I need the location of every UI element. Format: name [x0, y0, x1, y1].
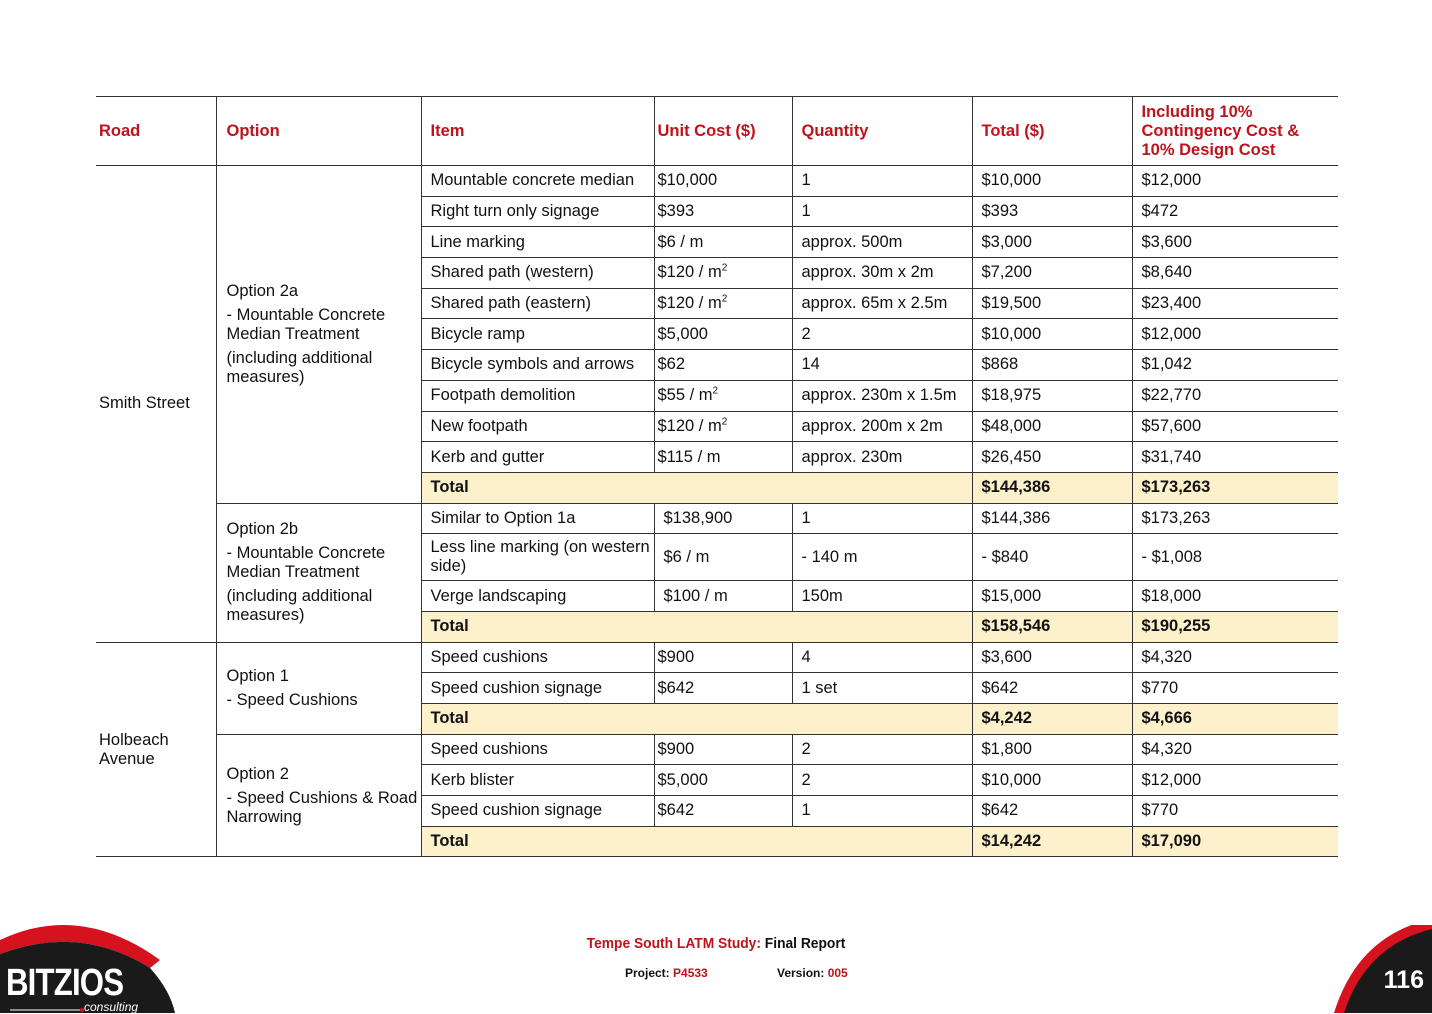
table-row: [96, 503, 1338, 534]
cost-table: [96, 96, 1338, 857]
total-cell: $15,000: [972, 581, 1132, 612]
item-cell: Less line marking (on western side): [421, 534, 654, 581]
including-cell: $22,770: [1132, 380, 1338, 411]
quantity-cell: 1: [792, 166, 972, 197]
total-cell: $642: [972, 673, 1132, 704]
total-label: Total: [421, 704, 972, 735]
quantity-cell: approx. 30m x 2m: [792, 258, 972, 289]
header-quantity: Quantity: [792, 97, 972, 166]
including-cell: $3,600: [1132, 227, 1338, 258]
unit-superscript: 2: [721, 293, 728, 305]
unit-cost-cell: $642: [654, 796, 792, 827]
item-cell: Speed cushions: [421, 734, 654, 765]
option-2b-note: (including additional measures): [226, 587, 373, 625]
including-cell: $1,042: [1132, 350, 1338, 381]
total-cell: $10,000: [972, 319, 1132, 350]
quantity-cell: 1: [792, 796, 972, 827]
footer-title: [57, 935, 1374, 952]
table-row: [96, 642, 1338, 673]
including-cell: $8,640: [1132, 258, 1338, 289]
unit-superscript: 2: [712, 385, 719, 397]
total-label: Total: [421, 611, 972, 642]
including-cell: $472: [1132, 196, 1338, 227]
including-cell: $12,000: [1132, 319, 1338, 350]
road-smith-street: Smith Street: [96, 166, 216, 643]
quantity-cell: 1: [792, 196, 972, 227]
quantity-cell: 2: [792, 319, 972, 350]
road-holbeach-avenue: Holbeach Avenue: [96, 642, 216, 857]
quantity-cell: approx. 230m x 1.5m: [792, 380, 972, 411]
including-cell: $770: [1132, 673, 1338, 704]
option-2-desc: - Speed Cushions & Road Narrowing: [226, 788, 418, 826]
quantity-cell: approx. 500m: [792, 227, 972, 258]
project-value: P4533: [673, 966, 708, 980]
total-cell: $48,000: [972, 411, 1132, 442]
item-cell: Speed cushion signage: [421, 673, 654, 704]
quantity-cell: approx. 230m: [792, 442, 972, 473]
total-cell: $3,000: [972, 227, 1132, 258]
header-item: Item: [421, 97, 654, 166]
option-2a-cell: [216, 166, 421, 504]
unit-cost-cell: $900: [654, 642, 792, 673]
logo-subtext: consulting: [84, 1000, 139, 1014]
including-cell: $12,000: [1132, 166, 1338, 197]
table-row: [96, 166, 1338, 197]
unit-cost-cell: $138,900: [654, 503, 792, 534]
total-cell: $14,242: [972, 826, 1132, 857]
option-2-title: Option 2: [226, 764, 289, 783]
total-label: Total: [421, 826, 972, 857]
unit-superscript: 2: [721, 416, 728, 428]
quantity-cell: approx. 65m x 2.5m: [792, 288, 972, 319]
including-cell: $12,000: [1132, 765, 1338, 796]
including-cell: $23,400: [1132, 288, 1338, 319]
total-cell: $18,975: [972, 380, 1132, 411]
quantity-cell: 1 set: [792, 673, 972, 704]
quantity-cell: 150m: [792, 581, 972, 612]
header-row: [96, 97, 1338, 166]
including-cell: $173,263: [1132, 503, 1338, 534]
unit-cost-cell: [654, 288, 792, 319]
item-cell: Speed cushions: [421, 642, 654, 673]
including-cell: $4,666: [1132, 704, 1338, 735]
item-cell: Line marking: [421, 227, 654, 258]
total-cell: $158,546: [972, 611, 1132, 642]
header-total: Total ($): [972, 97, 1132, 166]
footer-colon: :: [756, 935, 761, 952]
item-cell: Bicycle symbols and arrows: [421, 350, 654, 381]
total-cell: $393: [972, 196, 1132, 227]
item-cell: Verge landscaping: [421, 581, 654, 612]
item-cell: Shared path (western): [421, 258, 654, 289]
total-cell: $4,242: [972, 704, 1132, 735]
total-cell: $1,800: [972, 734, 1132, 765]
including-cell: $173,263: [1132, 472, 1338, 503]
quantity-cell: 2: [792, 765, 972, 796]
item-cell: Similar to Option 1a: [421, 503, 654, 534]
total-cell: $3,600: [972, 642, 1132, 673]
table-row: [96, 734, 1338, 765]
unit-cost-text: $55 / m: [657, 386, 713, 405]
total-cell: $19,500: [972, 288, 1132, 319]
option-2b-desc: - Mountable Concrete Median Treatment: [226, 544, 386, 582]
quantity-cell: approx. 200m x 2m: [792, 411, 972, 442]
unit-cost-text: $120 / m: [657, 263, 722, 282]
quantity-cell: 2: [792, 734, 972, 765]
unit-superscript: 2: [721, 262, 728, 274]
including-cell: $4,320: [1132, 642, 1338, 673]
item-cell: Shared path (eastern): [421, 288, 654, 319]
item-cell: Kerb and gutter: [421, 442, 654, 473]
footer-version: [777, 966, 848, 980]
header-including: Including 10% Contingency Cost & 10% Design Cost: [1132, 97, 1338, 166]
including-cell: - $1,008: [1132, 534, 1338, 581]
logo-text: BITZIOS: [6, 962, 124, 1004]
option-2b-cell: [216, 503, 421, 642]
footer-study: Tempe South LATM Study: [586, 935, 757, 952]
unit-cost-cell: $115 / m: [654, 442, 792, 473]
unit-cost-cell: [654, 411, 792, 442]
total-cell: $10,000: [972, 166, 1132, 197]
item-cell: Bicycle ramp: [421, 319, 654, 350]
quantity-cell: - 140 m: [792, 534, 972, 581]
header-option: Option: [216, 97, 421, 166]
including-cell: $17,090: [1132, 826, 1338, 857]
including-cell: $57,600: [1132, 411, 1338, 442]
project-label: Project:: [625, 966, 670, 980]
unit-cost-cell: $6 / m: [654, 534, 792, 581]
option-1-desc: - Speed Cushions: [226, 690, 358, 709]
unit-cost-cell: $393: [654, 196, 792, 227]
quantity-cell: 14: [792, 350, 972, 381]
item-cell: Kerb blister: [421, 765, 654, 796]
unit-cost-cell: $62: [654, 350, 792, 381]
item-cell: New footpath: [421, 411, 654, 442]
quantity-cell: 4: [792, 642, 972, 673]
option-2a-title: Option 2a: [226, 281, 299, 300]
including-cell: $770: [1132, 796, 1338, 827]
version-value: 005: [827, 966, 848, 980]
option-2a-note: (including additional measures): [226, 348, 373, 386]
header-road: Road: [96, 97, 216, 166]
footer-report: Final Report: [764, 935, 846, 952]
page-number: 116: [1383, 966, 1424, 994]
unit-cost-cell: $900: [654, 734, 792, 765]
footer-project: [625, 966, 708, 980]
total-cell: $144,386: [972, 472, 1132, 503]
total-cell: $26,450: [972, 442, 1132, 473]
total-cell: $7,200: [972, 258, 1132, 289]
option-2a-desc: - Mountable Concrete Median Treatment: [226, 305, 386, 343]
item-cell: Mountable concrete median: [421, 166, 654, 197]
total-cell: $868: [972, 350, 1132, 381]
including-cell: $190,255: [1132, 611, 1338, 642]
quantity-cell: 1: [792, 503, 972, 534]
unit-cost-cell: $5,000: [654, 765, 792, 796]
option-2b-title: Option 2b: [226, 520, 299, 539]
total-cell: $642: [972, 796, 1132, 827]
option-1-title: Option 1: [226, 666, 289, 685]
total-cell: $144,386: [972, 503, 1132, 534]
item-cell: Speed cushion signage: [421, 796, 654, 827]
unit-cost-cell: $6 / m: [654, 227, 792, 258]
option-2-cell: [216, 734, 421, 857]
version-label: Version:: [777, 966, 825, 980]
total-cell: $10,000: [972, 765, 1132, 796]
including-cell: $31,740: [1132, 442, 1338, 473]
header-unit-cost: Unit Cost ($): [654, 97, 792, 166]
item-cell: Right turn only signage: [421, 196, 654, 227]
unit-cost-text: $120 / m: [657, 294, 722, 313]
total-cell: - $840: [972, 534, 1132, 581]
unit-cost-cell: $10,000: [654, 166, 792, 197]
unit-cost-cell: $5,000: [654, 319, 792, 350]
unit-cost-cell: $642: [654, 673, 792, 704]
item-cell: Footpath demolition: [421, 380, 654, 411]
including-cell: $4,320: [1132, 734, 1338, 765]
unit-cost-cell: $100 / m: [654, 581, 792, 612]
unit-cost-text: $120 / m: [657, 416, 722, 435]
including-cell: $18,000: [1132, 581, 1338, 612]
unit-cost-cell: [654, 380, 792, 411]
option-1-cell: [216, 642, 421, 734]
unit-cost-cell: [654, 258, 792, 289]
total-label: Total: [421, 472, 972, 503]
